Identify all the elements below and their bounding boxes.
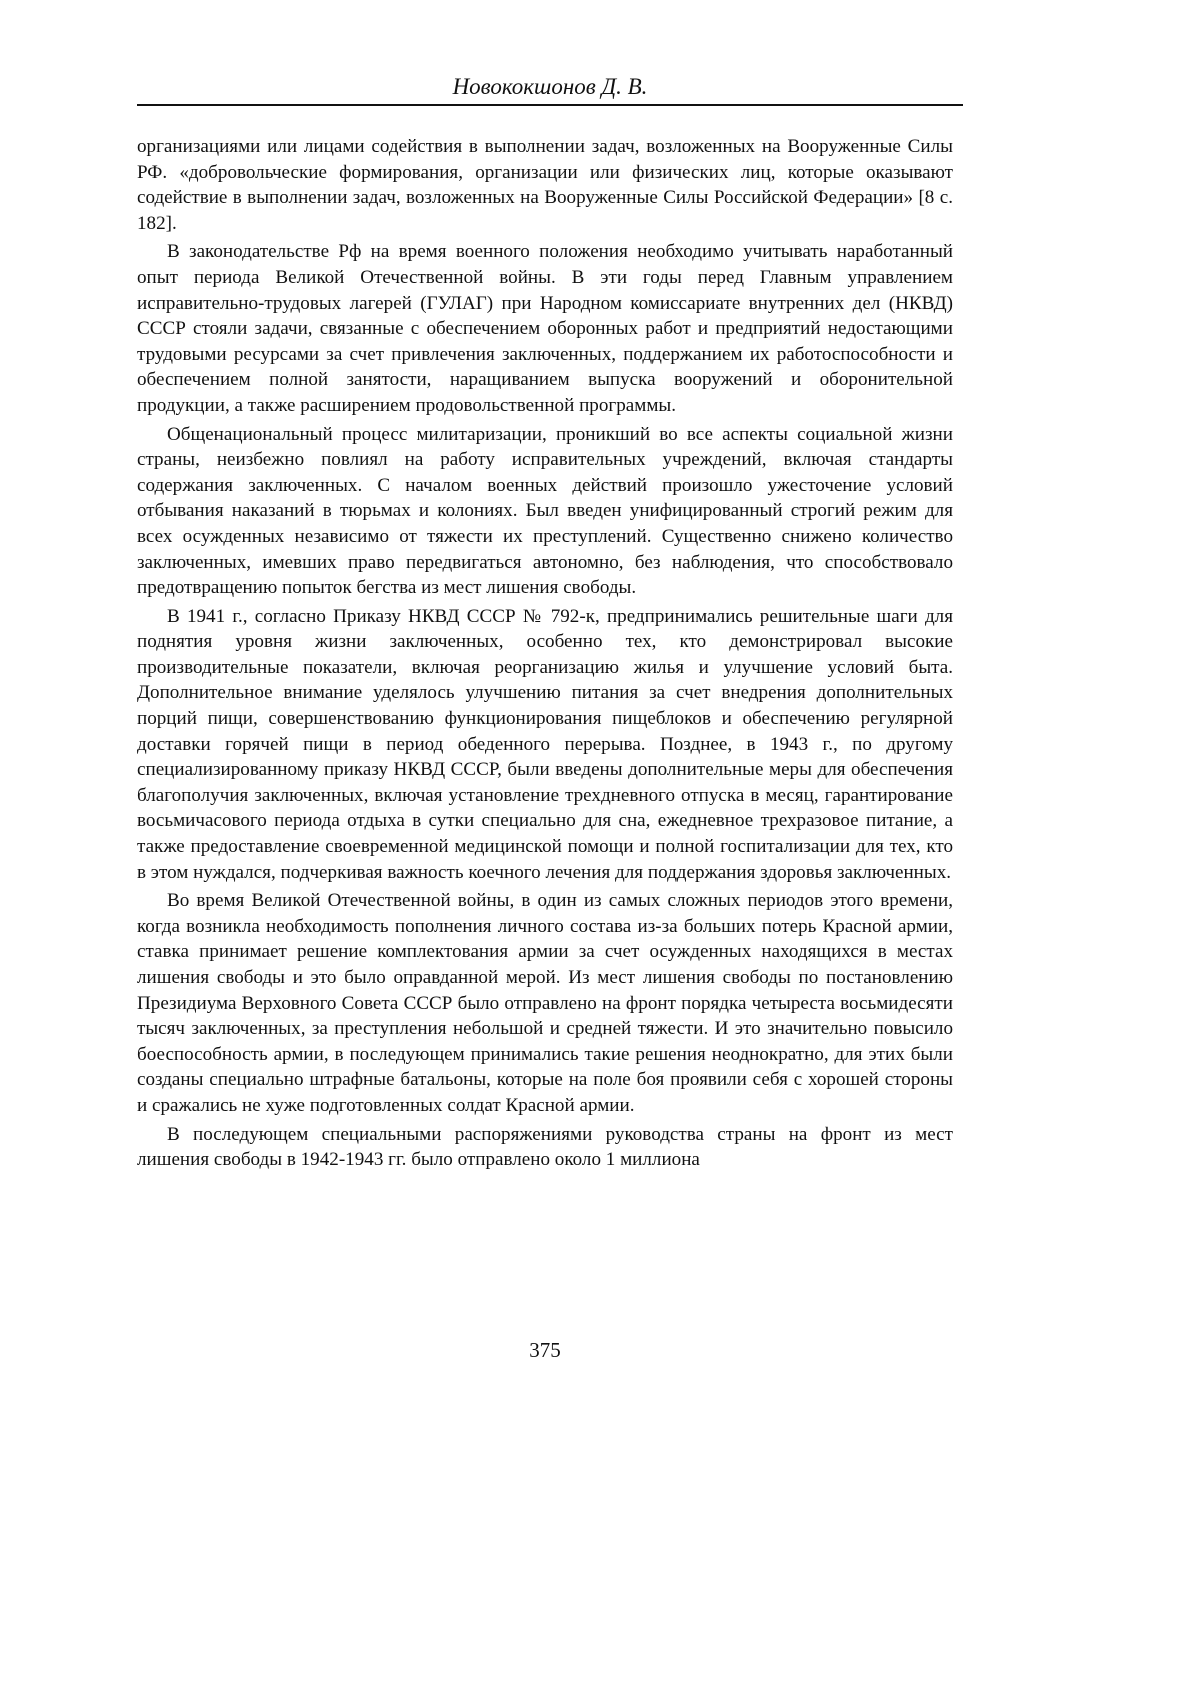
paragraph: В законодательстве Рф на время военного положения необходимо учитывать наработанный опыт периода Великой Отечественной войны. В эти годы перед Главным управлением исправительно-трудовых лагерей (ГУЛАГ) при Народном комиссариате внутренних дел (НКВД) СССР стояли задачи, связанные с обеспечением оборонных работ и предприятий недостающими трудовыми ресурсами за счет привлечения заключенных, поддержанием их работоспособности и обеспечением полной занятости, наращиванием выпуска вооружений и оборонительной продукции, а также расширением продовольственной программы. (137, 241, 953, 416)
header-divider (137, 104, 963, 106)
paragraph-continued: организациями или лицами содействия в выполнении задач, возложенных на Вооруженные Силы РФ. «добровольческие формирования, организации или физических лиц, которые оказывают содействие в выполнении задач, возложенных на Вооруженные Силы Российской Федерации» [8 с. 182]. (137, 136, 953, 234)
page-number: 375 (529, 1338, 561, 1362)
paragraph: В 1941 г., согласно Приказу НКВД СССР № 792-к, предпринимались решительные шаги для поднятия уровня жизни заключенных, особенно тех, кто демонстрировал высокие производительные показатели, включая реорганизацию жилья и улучшение условий быта. Дополнительное внимание уделялось улучшению питания за счет внедрения дополнительных порций пищи, совершенствованию функционирования пищеблоков и обеспечению регулярной доставки горячей пищи в период обеденного перерыва. Позднее, в 1943 г., по другому специализированному приказу НКВД СССР, были введены дополнительные меры для обеспечения благополучия заключенных, включая установление трехдневного отпуска в месяц, гарантирование восьмичасового периода отдыха в сутки специально для сна, ежедневное трехразовое питание, а также предоставление своевременной медицинской помощи и полной госпитализации для тех, кто в этом нуждался, подчеркивая важность коечного лечения для поддержания здоровья заключенных. (137, 605, 953, 883)
paragraph: Во время Великой Отечественной войны, в один из самых сложных периодов этого времени, когда возникла необходимость пополнения личного состава из-за больших потерь Красной армии, ставка принимает решение комплектования армии за счет осужденных находящихся в местах лишения свободы и это было оправданной мерой. Из мест лишения свободы по постановлению Президиума Верховного Совета СССР было отправлено на фронт порядка четыреста восьмидесяти тысяч заключенных, за преступления небольшой и средней тяжести. И это значительно повысило боеспособность армии, в последующем принимались такие решения неоднократно, для этих были созданы специально штрафные батальоны, которые на поле боя проявили себя с хорошей стороны и сражались не хуже подготовленных солдат Красной армии. (137, 890, 953, 1116)
body-text (137, 134, 953, 1176)
running-header-author: Новококшонов Д. В. (452, 74, 648, 99)
paragraph: Общенациональный процесс милитаризации, проникший во все аспекты социальной жизни страны, неизбежно повлиял на работу исправительных учреждений, включая стандарты содержания заключенных. С началом военных действий произошло ужесточение условий отбывания наказаний в тюрьмах и колониях. Был введен унифицированный строгий режим для всех осужденных независимо от тяжести их преступлений. Существенно снижено количество заключенных, имевших право передвигаться автономно, без наблюдения, что способствовало предотвращению попыток бегства из мест лишения свободы. (137, 423, 953, 599)
paragraph: В последующем специальными распоряжениями руководства страны на фронт из мест лишения свободы в 1942-1943 гг. было отправлено около 1 миллиона (137, 1123, 953, 1171)
